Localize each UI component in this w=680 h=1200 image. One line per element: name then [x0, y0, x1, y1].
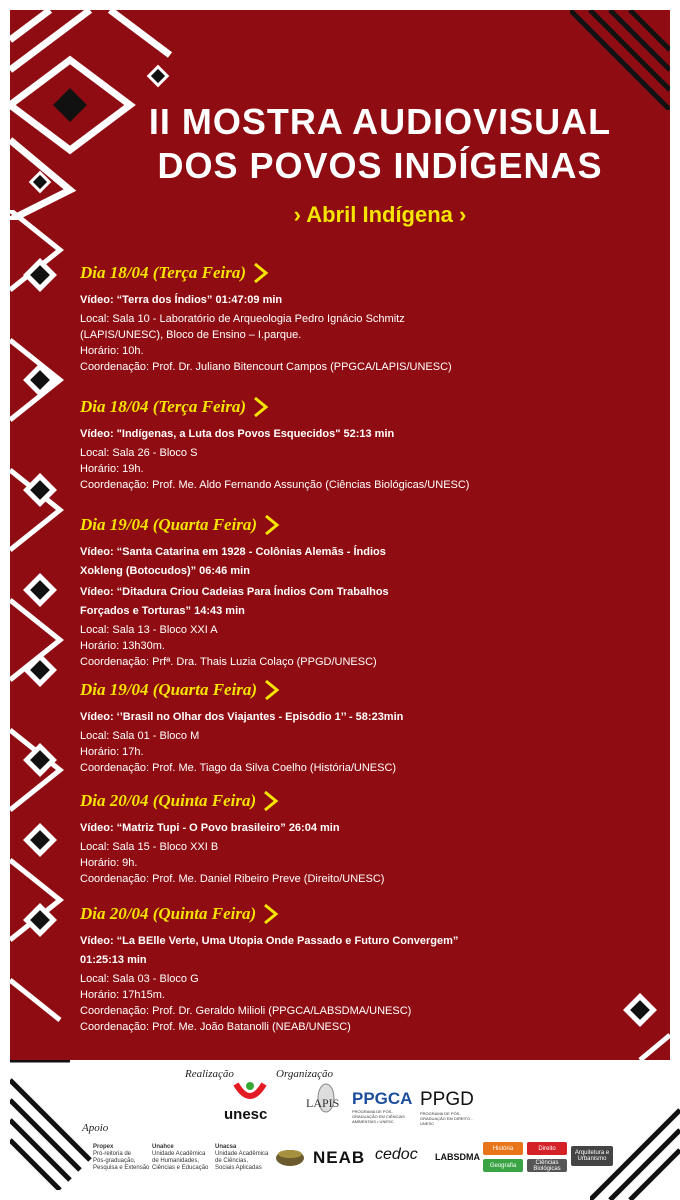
course-historia: História — [483, 1142, 523, 1155]
session-day — [80, 790, 550, 812]
location: Local: Sala 03 - Bloco G — [80, 973, 199, 985]
course-geografia: Geografia — [483, 1159, 523, 1172]
location-cont: (LAPIS/UNESC), Bloco de Ensino – I.parque. — [80, 329, 302, 341]
unesc-logo-text: unesc — [224, 1106, 268, 1123]
realizacao-label: Realização — [185, 1068, 234, 1080]
unahce-name: Unahce — [152, 1144, 174, 1150]
unacsa-line-1: Unidade Acadêmica — [215, 1151, 269, 1157]
organizacao-label: Organização — [276, 1068, 334, 1080]
location: Local: Sala 13 - Bloco XXI A — [80, 624, 218, 636]
page-title — [80, 100, 680, 188]
schedule: Horário: 17h15m. — [80, 989, 165, 1001]
coordination: Coordenação: Prof. Me. Tiago da Silva Coelho (História/UNESC) — [80, 762, 397, 774]
video-title: Vídeo: “Santa Catarina em 1928 - Colônias Alemãs - Índios — [80, 546, 386, 558]
unesc-logo-icon — [232, 1080, 268, 1106]
coordination: Coordenação: Prof. Me. Daniel Ribeiro Preve (Direito/UNESC) — [80, 873, 385, 885]
schedule: Horário: 13h30m. — [80, 640, 165, 652]
day-label: Dia 20/04 (Quinta Feira) — [80, 904, 257, 923]
chevron-right-icon — [262, 903, 280, 925]
location: Local: Sala 10 - Laboratório de Arqueologia Pedro Ignácio Schmitz — [80, 313, 405, 325]
session-day — [80, 514, 550, 536]
course-direito: Direito — [527, 1142, 567, 1155]
coordination: Coordenação: Prfª. Dra. Thais Luzia Colaço (PPGD/UNESC) — [80, 656, 377, 668]
location: Local: Sala 15 - Bloco XXI B — [80, 841, 219, 853]
footer — [0, 1060, 680, 1200]
session-day — [80, 396, 550, 418]
ppgca-logo-text: PPGCA — [352, 1089, 413, 1108]
session-day — [80, 903, 560, 925]
location: Local: Sala 01 - Bloco M — [80, 730, 200, 742]
propex-line-1: Pró-reitoria de — [93, 1151, 132, 1157]
session-1 — [80, 262, 550, 375]
day-label: Dia 18/04 (Terça Feira) — [80, 397, 247, 416]
course-arquitetura: Arquitetura e Urbanismo — [571, 1146, 613, 1166]
schedule: Horário: 9h. — [80, 857, 138, 869]
location: Local: Sala 26 - Bloco S — [80, 447, 198, 459]
title-line-1: II MOSTRA AUDIOVISUAL — [148, 101, 612, 142]
left-side-pattern-icon — [10, 210, 70, 1040]
chevron-right-icon — [263, 679, 281, 701]
video-title-cont: Xokleng (Botocudos)” 06:46 min — [80, 565, 250, 577]
subtitle — [80, 202, 680, 228]
session-day — [80, 262, 550, 284]
propex-text — [93, 1144, 153, 1172]
schedule: Horário: 17h. — [80, 746, 144, 758]
session-4 — [80, 679, 550, 776]
unahce-line-3: Ciências e Educação — [152, 1165, 209, 1171]
chevron-right-icon — [252, 262, 270, 284]
subtitle-text: Abril Indígena — [306, 202, 453, 227]
chevron-right-icon — [262, 790, 280, 812]
lapis-logo-text: LAPIS — [306, 1096, 340, 1110]
title-line-2: DOS POVOS INDÍGENAS — [157, 145, 603, 186]
subtitle-chevron-right-icon: › — [459, 202, 467, 227]
propex-line-3: Pesquisa e Extensão — [93, 1165, 150, 1171]
video-title: Vídeo: "Indígenas, a Luta dos Povos Esquecidos" 52:13 min — [80, 428, 395, 440]
ppgd-subtitle: PROGRAMA DE PÓS-GRADUAÇÃO EM DIREITO - UNESC — [420, 1111, 473, 1126]
session-5 — [80, 790, 550, 887]
unahce-line-1: Unidade Acadêmica — [152, 1151, 206, 1157]
day-label: Dia 18/04 (Terça Feira) — [80, 263, 247, 282]
labsdma-logo-text: LABSDMA — [435, 1152, 480, 1162]
coordination: Coordenação: Prof. Dr. Juliano Bitencourt Campos (PPGCA/LAPIS/UNESC) — [80, 361, 452, 373]
coordination-2: Coordenação: Prof. Me. João Batanolli (NEAB/UNESC) — [80, 1021, 351, 1033]
unahce-line-2: de Humanidades, — [152, 1158, 200, 1164]
unacsa-line-2: de Ciências, — [215, 1158, 249, 1164]
ppgca-subtitle: PROGRAMA DE PÓS-GRADUAÇÃO EM CIÊNCIAS AMBIENTAIS • UNESC — [352, 1109, 405, 1124]
video-title: Vídeo: “Matriz Tupi - O Povo brasileiro” 26:04 min — [80, 822, 340, 834]
ppgd-logo-text: PPGD — [420, 1089, 474, 1110]
video-title: Vídeo: ‘’Brasil no Olhar dos Viajantes - Episódio 1’’ - 58:23min — [80, 711, 404, 723]
pot-logo-icon — [274, 1146, 306, 1168]
course-biologicas: Ciências Biológicas — [527, 1159, 567, 1172]
apoio-label: Apoio — [82, 1122, 109, 1134]
day-label: Dia 20/04 (Quinta Feira) — [80, 791, 257, 810]
propex-name: Propex — [93, 1144, 114, 1150]
chevron-right-icon — [252, 396, 270, 418]
top-right-pattern-icon — [570, 10, 670, 110]
video-title-2: Vídeo: “Ditadura Criou Cadeias Para Índios Com Trabalhos — [80, 586, 389, 598]
video-title: Vídeo: “Terra dos Índios” 01:47:09 min — [80, 294, 283, 306]
propex-line-2: Pós-graduação, — [93, 1158, 136, 1164]
session-3 — [80, 514, 550, 670]
neab-logo-text: NEAB — [313, 1148, 366, 1167]
coordination: Coordenação: Prof. Dr. Geraldo Milioli (PPGCA/LABSDMA/UNESC) — [80, 1005, 412, 1017]
day-label: Dia 19/04 (Quarta Feira) — [80, 515, 258, 534]
session-day — [80, 679, 550, 701]
cedoc-logo-text: cedoc — [375, 1146, 418, 1163]
coordination: Coordenação: Prof. Me. Aldo Fernando Assunção (Ciências Biológicas/UNESC) — [80, 479, 470, 491]
day-label: Dia 19/04 (Quarta Feira) — [80, 680, 258, 699]
unahce-text — [152, 1144, 214, 1172]
session-2 — [80, 396, 550, 493]
unacsa-text — [215, 1144, 273, 1172]
subtitle-chevron-left-icon: › — [293, 202, 301, 227]
unacsa-name: Unacsa — [215, 1144, 237, 1150]
right-side-pattern-icon — [610, 980, 670, 1060]
session-6 — [80, 903, 560, 1035]
unacsa-line-3: Sociais Aplicadas — [215, 1165, 262, 1171]
chevron-right-icon — [263, 514, 281, 536]
video-title-2-cont: Forçados e Torturas” 14:43 min — [80, 605, 245, 617]
video-title: Vídeo: “La BElle Verte, Uma Utopia Onde Passado e Futuro Convergem” — [80, 935, 459, 947]
schedule: Horário: 10h. — [80, 345, 144, 357]
video-title-cont: 01:25:13 min — [80, 954, 147, 966]
schedule: Horário: 19h. — [80, 463, 144, 475]
